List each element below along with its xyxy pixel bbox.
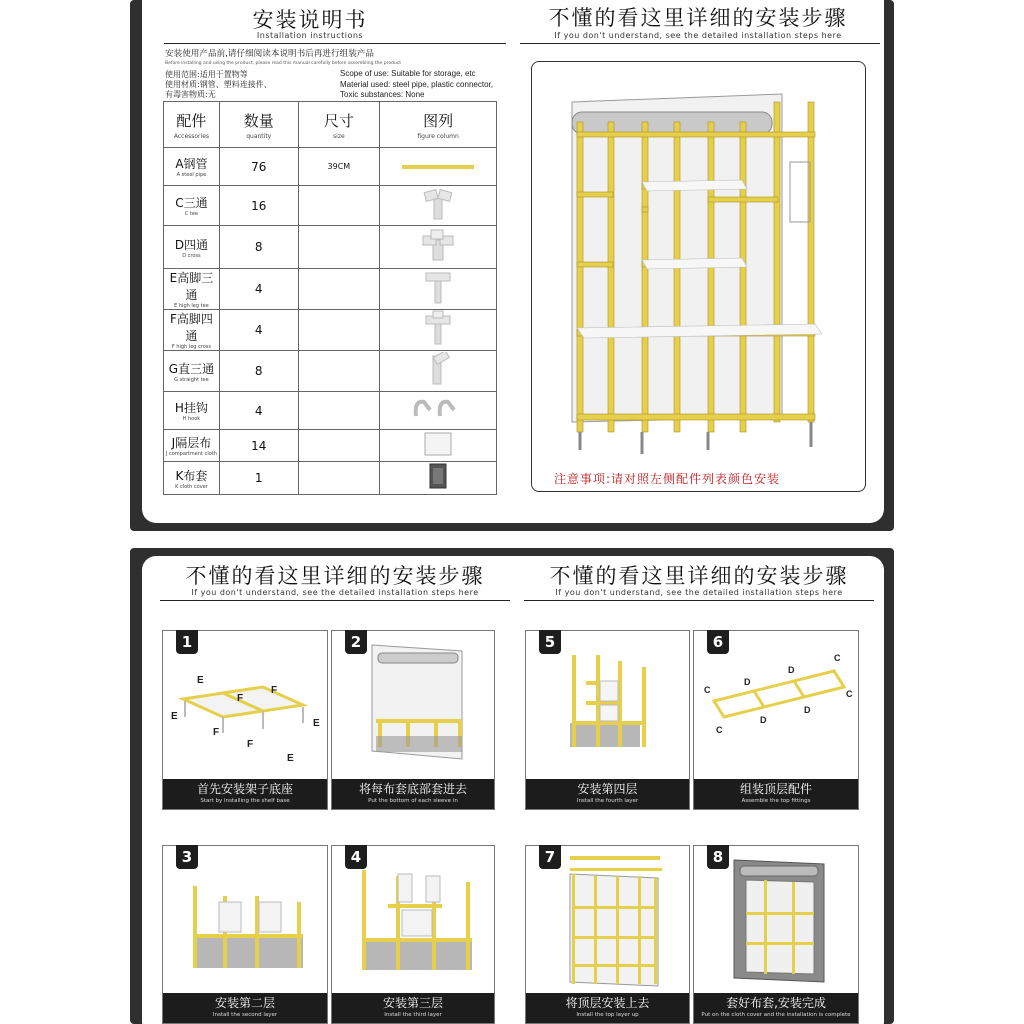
row-name-en: C tee [184, 211, 199, 217]
tee-connector-icon [423, 187, 453, 221]
row-qty: 4 [219, 310, 298, 351]
svg-text:F: F [271, 685, 278, 696]
row-qty: 8 [219, 226, 298, 269]
table-row [164, 226, 497, 269]
manual-toxic-en: Toxic substances: None [340, 90, 425, 99]
step-caption: 将顶层安装上去 Install the top layer up [526, 993, 689, 1023]
step-number-badge: 4 [345, 845, 367, 869]
step-card-3 [162, 845, 328, 1024]
step-number-badge: 2 [345, 630, 367, 654]
row-name: D四通 [174, 237, 209, 252]
row-name: C三通 [175, 196, 208, 210]
table-row [164, 148, 497, 186]
row-name: H挂钩 [174, 401, 208, 415]
step-caption: 安装第二层 Install the second layer [163, 993, 327, 1023]
svg-text:C: C [704, 685, 711, 695]
row-name-en: H hook [182, 416, 201, 422]
high-leg-tee-icon [423, 269, 453, 305]
step-caption: 安装第四层 Install the fourth layer [526, 779, 689, 809]
step-caption: 首先安装架子底座 Start by installing the shelf base [163, 779, 327, 809]
table-row [164, 351, 497, 392]
manual-intro: 安装使用产品前,请仔细阅读本说明书后再进行组装产品 [165, 49, 374, 59]
row-qty: 14 [219, 430, 298, 462]
svg-text:F: F [247, 739, 254, 750]
row-size [298, 430, 380, 462]
detail-title-rule [520, 43, 880, 44]
assembly-warning: 注意事项:请对照左侧配件列表颜色安装 [554, 472, 781, 486]
steps-right-rule [524, 600, 874, 601]
step-caption: 组装顶层配件 Assemble the top fittings [694, 779, 858, 809]
steel-pipe-icon [398, 162, 478, 172]
step-number-badge: 3 [176, 845, 198, 869]
manual-title-rule [164, 43, 506, 44]
cloth-cover-icon [427, 462, 449, 490]
row-size [298, 462, 380, 495]
row-name-en: E high leg tee [174, 303, 209, 309]
row-name: A钢管 [175, 157, 208, 171]
svg-text:E: E [171, 711, 178, 722]
svg-text:C: C [834, 653, 841, 663]
step-number-badge: 5 [539, 630, 561, 654]
row-qty: 1 [219, 462, 298, 495]
wardrobe-frame-illustration [532, 62, 867, 493]
steps-right-title: 不懂的看这里详细的安装步骤 [549, 564, 849, 588]
header-figure: 图列 figure column [380, 102, 497, 148]
row-name-en: A steel pipe [176, 172, 207, 178]
header-quantity: 数量 quantity [219, 102, 298, 148]
row-qty: 4 [219, 392, 298, 430]
row-name: G直三通 [168, 361, 215, 376]
row-qty: 4 [219, 269, 298, 310]
row-name: J隔层布 [171, 436, 212, 450]
manual-intro-tiny: Before installing and using the product, please read this manual carefully before assembling the product [165, 61, 402, 66]
high-leg-cross-icon [423, 310, 453, 346]
table-row [164, 392, 497, 430]
step-card-4 [331, 845, 495, 1024]
manual-subtitle: Installation instructions [256, 31, 364, 40]
compartment-cloth-icon [423, 431, 453, 457]
steps-left-rule [160, 600, 510, 601]
row-size [298, 392, 380, 430]
manual-title: 安装说明书 [252, 8, 368, 32]
svg-text:F: F [213, 727, 220, 738]
step-card-5 [525, 630, 690, 810]
detail-title: 不懂的看这里详细的安装步骤 [548, 6, 848, 30]
svg-text:C: C [846, 689, 853, 699]
manual-scope-en: Scope of use: Suitable for storage, etc [340, 69, 476, 78]
row-qty: 8 [219, 351, 298, 392]
cross-connector-icon [421, 228, 455, 262]
step-number-badge: 8 [707, 845, 729, 869]
svg-text:D: D [788, 665, 795, 675]
straight-tee-icon [423, 352, 453, 386]
steps-right-subtitle: If you don't understand, see the detailed installation steps here [555, 588, 843, 597]
steps-left-subtitle: If you don't understand, see the detailed installation steps here [191, 588, 479, 597]
svg-text:E: E [197, 675, 204, 686]
row-name-en: F high leg cross [171, 344, 212, 350]
steps-left-title: 不懂的看这里详细的安装步骤 [185, 564, 485, 588]
manual-material-en: Material used: steel pipe, plastic connector, [340, 80, 493, 89]
step-caption: 套好布套,安装完成 Put on the cloth cover and the installation is complete [694, 993, 858, 1023]
step-card-2 [331, 630, 495, 810]
hook-icon [410, 394, 466, 424]
step-number-badge: 7 [539, 845, 561, 869]
detail-subtitle: If you don't understand, see the detailed installation steps here [554, 31, 842, 40]
header-accessories: 配件 Accessories [164, 102, 220, 148]
svg-text:E: E [313, 718, 320, 729]
table-header-row [164, 102, 497, 148]
wardrobe-frame-diagram [531, 61, 866, 492]
step-caption: 将每布套底部套进去 Put the bottom of each sleeve in [332, 779, 494, 809]
step-number-badge: 6 [707, 630, 729, 654]
row-size [298, 186, 380, 226]
row-size [298, 226, 380, 269]
row-name: K布套 [175, 468, 208, 483]
row-name-en: G straight tee [174, 376, 209, 383]
row-size [298, 351, 380, 392]
manual-material-cn: 使用材质:钢管、塑料连接件、 [165, 80, 272, 89]
svg-text:D: D [804, 705, 811, 715]
svg-text:D: D [744, 677, 751, 687]
table-row [164, 186, 497, 226]
svg-text:E: E [287, 753, 294, 764]
table-row [164, 269, 497, 310]
step-card-8 [693, 845, 859, 1024]
row-name-en: D cross [182, 252, 201, 259]
table-row [164, 462, 497, 495]
manual-toxic-cn: 有毒害物质:无 [165, 90, 216, 99]
svg-text:D: D [760, 715, 767, 725]
row-name-en: K cloth cover [175, 483, 208, 490]
row-qty: 16 [219, 186, 298, 226]
row-size: 39CM [298, 148, 380, 186]
step-card-6 [693, 630, 859, 810]
table-row [164, 310, 497, 351]
accessories-table [163, 101, 497, 495]
row-size [298, 310, 380, 351]
step-card-7 [525, 845, 690, 1024]
step-card-1 [162, 630, 328, 810]
row-name: F高脚四通 [169, 312, 213, 343]
svg-text:F: F [237, 693, 244, 704]
row-size [298, 269, 380, 310]
row-qty: 76 [219, 148, 298, 186]
header-size: 尺寸 size [298, 102, 380, 148]
manual-scope-cn: 使用范围:适用于置物等 [165, 70, 248, 79]
step-number-badge: 1 [176, 630, 198, 654]
step-caption: 安装第三层 Install the third layer [332, 993, 494, 1023]
row-name-en: J compartment cloth [165, 451, 217, 457]
svg-text:C: C [716, 725, 723, 735]
row-name: E高脚三通 [169, 271, 214, 302]
table-row [164, 430, 497, 462]
